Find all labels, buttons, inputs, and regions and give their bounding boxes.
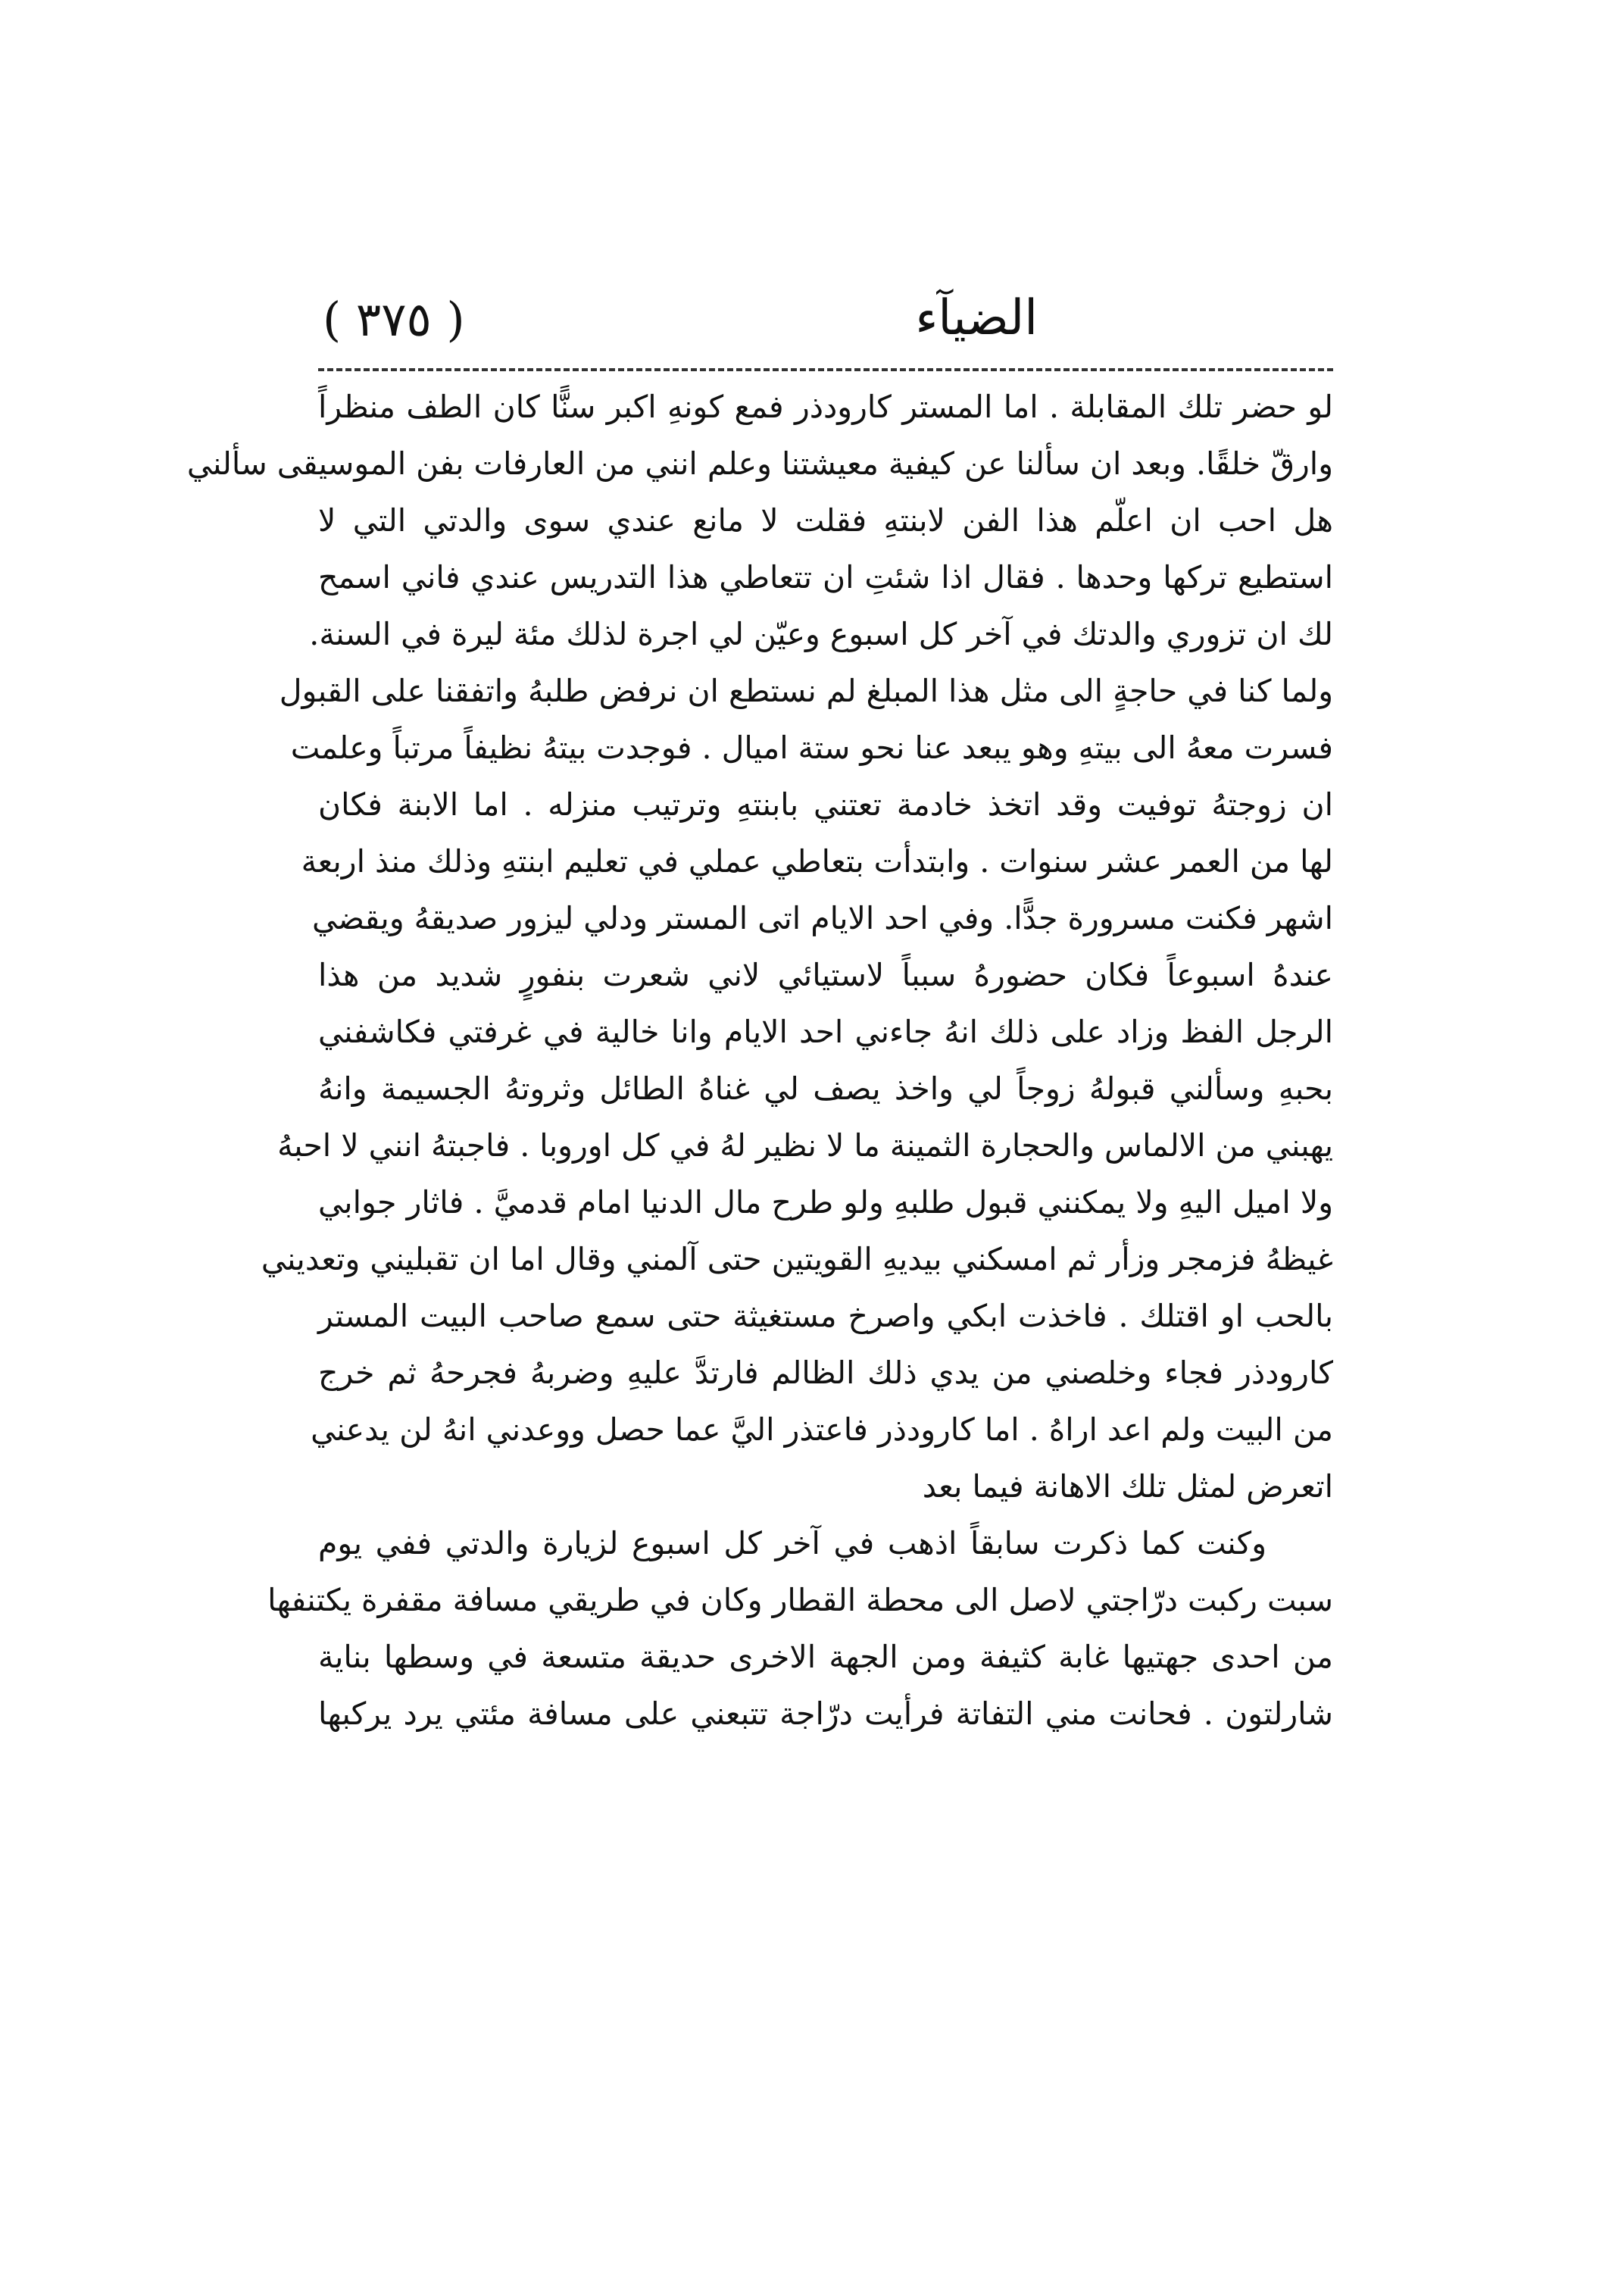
text-line: بالحب او اقتلك . فاخذت ابكي واصرخ مستغيثة حتى سمع صاحب البيت المستر [318, 1298, 1333, 1334]
text-line: عندهُ اسبوعاً فكان حضورهُ سبباً لاستيائي لاني شعرت بنفورٍ شديد من هذا [318, 957, 1333, 993]
text-line: بحبهِ وسألني قبولهُ زوجاً لي واخذ يصف لي غناهُ الطائل وثروتهُ الجسيمة وانهُ [318, 1070, 1333, 1107]
text-line: من احدى جهتيها غابة كثيفة ومن الجهة الاخرى حديقة متسعة في وسطها بناية [318, 1639, 1333, 1675]
text-line: هل احب ان اعلّم هذا الفن لابنتهِ فقلت لا مانع عندي سوى والدتي التي لا [318, 502, 1333, 539]
article-body [186, 379, 1333, 1742]
text-line: لها من العمر عشر سنوات . وابتدأت بتعاطي عملي في تعليم ابنتهِ وذلك منذ اربعة [301, 843, 1333, 880]
text-line: اشهر فكنت مسرورة جدًّا. وفي احد الايام اتى المستر ودلي ليزور صديقهُ ويقضي [311, 900, 1333, 936]
text-line: ولا اميل اليهِ ولا يمكنني قبول طلبهِ ولو طرح مال الدنيا امام قدميَّ . فاثار جوابي [318, 1184, 1333, 1221]
text-line: سبت ركبت درّاجتي لاصل الى محطة القطار وكان في طريقي مسافة مقفرة يكتنفها [267, 1582, 1333, 1618]
text-line: من البيت ولم اعد اراهُ . اما كارودذر فاعتذر اليَّ عما حصل ووعدني انهُ لن يدعني [311, 1411, 1333, 1448]
header-divider [318, 368, 1333, 371]
text-line: ولما كنا في حاجةٍ الى مثل هذا المبلغ لم نستطع ان نرفض طلبهُ واتفقنا على القبول [279, 673, 1333, 709]
paragraph-start-line: وكنت كما ذكرت سابقاً اذهب في آخر كل اسبوع لزيارة والدتي ففي يوم [318, 1525, 1266, 1561]
journal-title: الضيآء [915, 290, 1038, 346]
paragraph-end-line: اتعرض لمثل تلك الاهانة فيما بعد [922, 1468, 1333, 1505]
text-line: شارلتون . فحانت مني التفاتة فرأيت درّاجة تتبعني على مسافة مئتي يرد يركبها [318, 1696, 1333, 1732]
text-line: الرجل الفظ وزاد على ذلك انهُ جاءني احد الايام وانا خالية في غرفتي فكاشفني [318, 1014, 1333, 1050]
text-line: لك ان تزوري والدتك في آخر كل اسبوع وعيّن لي اجرة لذلك مئة ليرة في السنة. [309, 616, 1333, 652]
text-line: كارودذر فجاء وخلصني من يدي ذلك الظالم فارتدَّ عليهِ وضربهُ فجرحهُ ثم خرج [318, 1355, 1333, 1391]
text-line: فسرت معهُ الى بيتهِ وهو يبعد عنا نحو ستة اميال . فوجدت بيتهُ نظيفاً مرتباً وعلمت [290, 730, 1333, 766]
text-line: وارقّ خلقًا. وبعد ان سألنا عن كيفية معيشتنا وعلم انني من العارفات بفن الموسيقى سألني [186, 445, 1333, 482]
text-line: لو حضر تلك المقابلة . اما المستر كارودذر فمع كونهِ اكبر سنًّا كان الطف منظراً [318, 389, 1333, 425]
page-header [318, 280, 1333, 364]
text-line: ان زوجتهُ توفيت وقد اتخذ خادمة تعتني بابنتهِ وترتيب منزله . اما الابنة فكان [318, 786, 1333, 823]
text-line: يهبني من الالماس والحجارة الثمينة ما لا نظير لهُ في كل اوروبا . فاجبتهُ انني لا احبهُ [277, 1127, 1333, 1164]
page-number: ( ٣٧٥ ) [323, 292, 465, 347]
text-line: غيظهُ فزمجر وزأر ثم امسكني بيديهِ القويتين حتى آلمني وقال اما ان تقبليني وتعديني [261, 1241, 1333, 1277]
text-line: استطيع تركها وحدها . فقال اذا شئتِ ان تتعاطي هذا التدريس عندي فاني اسمح [318, 559, 1333, 595]
